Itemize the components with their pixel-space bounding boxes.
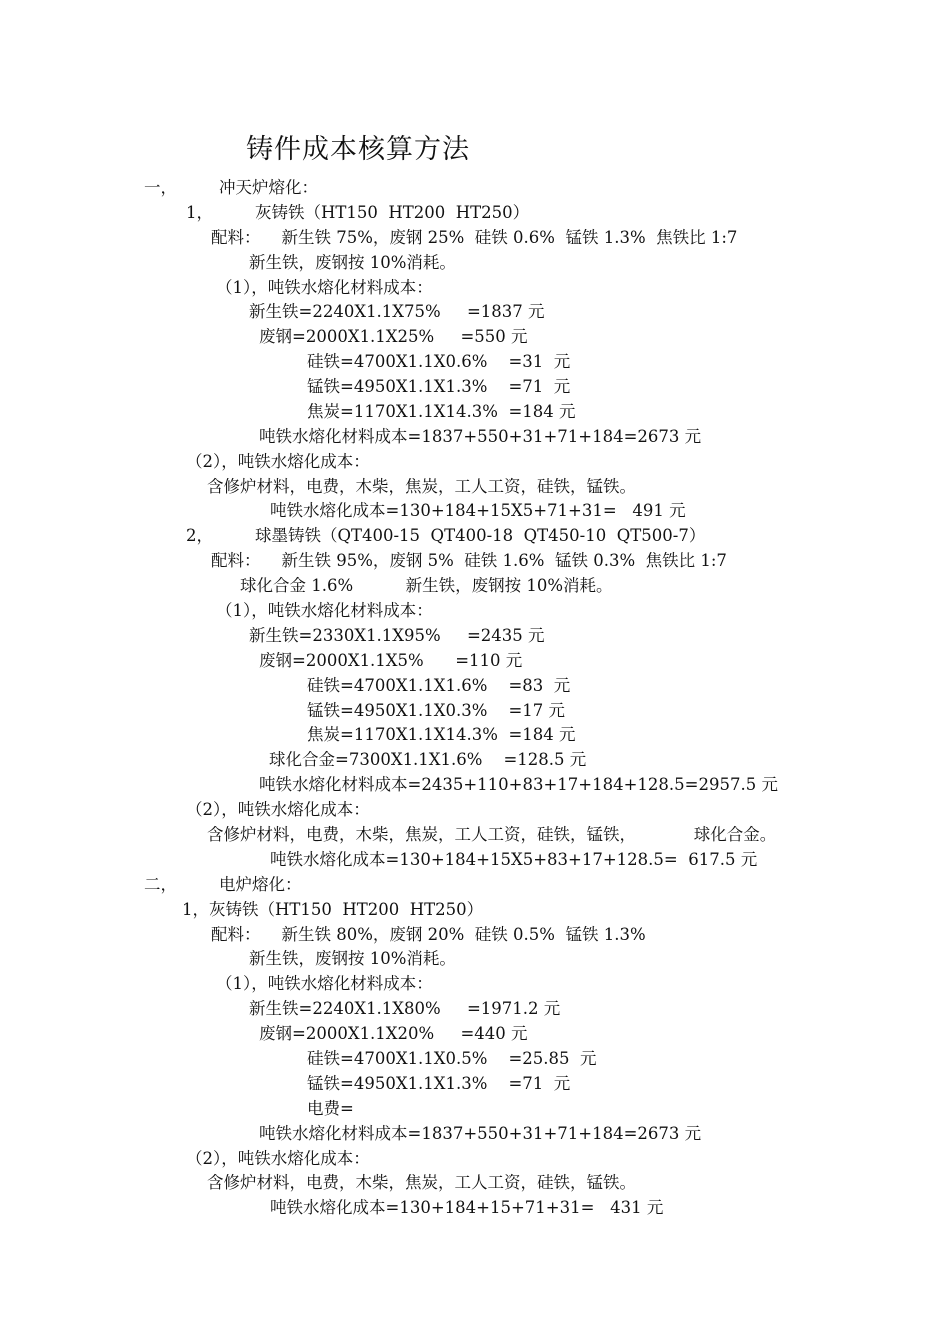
page-title: 铸件成本核算方法: [246, 134, 470, 165]
text-line: 新生铁=2330X1.1X95% =2435 元: [249, 626, 545, 645]
text-line: （2），吨铁水熔化成本：: [186, 1149, 370, 1168]
text-line: 新生铁=2240X1.1X75% =1837 元: [249, 302, 545, 321]
text-line: 含修炉材料，电费，木柴，焦炭，工人工资，硅铁，锰铁。: [207, 1173, 636, 1192]
text-line: 吨铁水熔化成本=130+184+15+71+31= 431 元: [270, 1198, 664, 1217]
section-heading: 二， 电炉熔化：: [144, 875, 302, 894]
text-line: 含修炉材料，电费，木柴，焦炭，工人工资，硅铁，锰铁。: [207, 477, 636, 496]
text-line: 吨铁水熔化材料成本=1837+550+31+71+184=2673 元: [259, 1124, 702, 1143]
text-line: 吨铁水熔化成本=130+184+15X5+83+17+128.5= 617.5 元: [270, 850, 758, 869]
text-line: 硅铁=4700X1.1X0.6% =31 元: [307, 352, 571, 371]
text-line: 吨铁水熔化成本=130+184+15X5+71+31= 491 元: [270, 501, 686, 520]
text-line: 吨铁水熔化材料成本=1837+550+31+71+184=2673 元: [259, 427, 702, 446]
text-line: 新生铁，废钢按 10%消耗。: [249, 253, 456, 272]
text-line: 球化合金=7300X1.1X1.6% =128.5 元: [269, 750, 587, 769]
text-line: 废钢=2000X1.1X25% =550 元: [259, 327, 528, 346]
text-line: 硅铁=4700X1.1X0.5% =25.85 元: [307, 1049, 597, 1068]
text-line: （1），吨铁水熔化材料成本：: [216, 974, 433, 993]
text-line: 废钢=2000X1.1X20% =440 元: [259, 1024, 528, 1043]
text-line: （1），吨铁水熔化材料成本：: [216, 278, 433, 297]
text-line: 锰铁=4950X1.1X1.3% =71 元: [307, 377, 571, 396]
text-line: 配料： 新生铁 80%，废钢 20% 硅铁 0.5% 锰铁 1.3%: [211, 925, 646, 944]
section-heading: 一， 冲天炉熔化：: [144, 178, 318, 197]
text-line: 配料： 新生铁 75%，废钢 25% 硅铁 0.6% 锰铁 1.3% 焦铁比 1:7: [211, 228, 738, 247]
subsection-heading: 2， 球墨铸铁（QT400-15 QT400-18 QT450-10 QT500-7）: [186, 526, 706, 545]
text-line: 焦炭=1170X1.1X14.3% =184 元: [307, 725, 576, 744]
text-line: （2），吨铁水熔化成本：: [186, 452, 370, 471]
text-line: 硅铁=4700X1.1X1.6% =83 元: [307, 676, 571, 695]
text-line: 吨铁水熔化材料成本=2435+110+83+17+184+128.5=2957.5 元: [259, 775, 778, 794]
text-line: 新生铁，废钢按 10%消耗。: [249, 949, 456, 968]
text-line: 球化合金 1.6% 新生铁，废钢按 10%消耗。: [240, 576, 613, 595]
text-line: （1），吨铁水熔化材料成本：: [216, 601, 433, 620]
subsection-heading: 1，灰铸铁（HT150 HT200 HT250）: [182, 900, 484, 919]
text-line: 锰铁=4950X1.1X1.3% =71 元: [307, 1074, 571, 1093]
text-line: 废钢=2000X1.1X5% =110 元: [259, 651, 523, 670]
text-line: 锰铁=4950X1.1X0.3% =17 元: [307, 701, 566, 720]
text-line: 焦炭=1170X1.1X14.3% =184 元: [307, 402, 576, 421]
text-line: （2），吨铁水熔化成本：: [186, 800, 370, 819]
text-line: 配料： 新生铁 95%，废钢 5% 硅铁 1.6% 锰铁 0.3% 焦铁比 1:7: [211, 551, 727, 570]
subsection-heading: 1， 灰铸铁（HT150 HT200 HT250）: [186, 203, 530, 222]
text-line: 新生铁=2240X1.1X80% =1971.2 元: [249, 999, 561, 1018]
text-line: 含修炉材料，电费，木柴，焦炭，工人工资，硅铁，锰铁， 球化合金。: [207, 825, 777, 844]
text-line: 电费=: [307, 1099, 354, 1118]
